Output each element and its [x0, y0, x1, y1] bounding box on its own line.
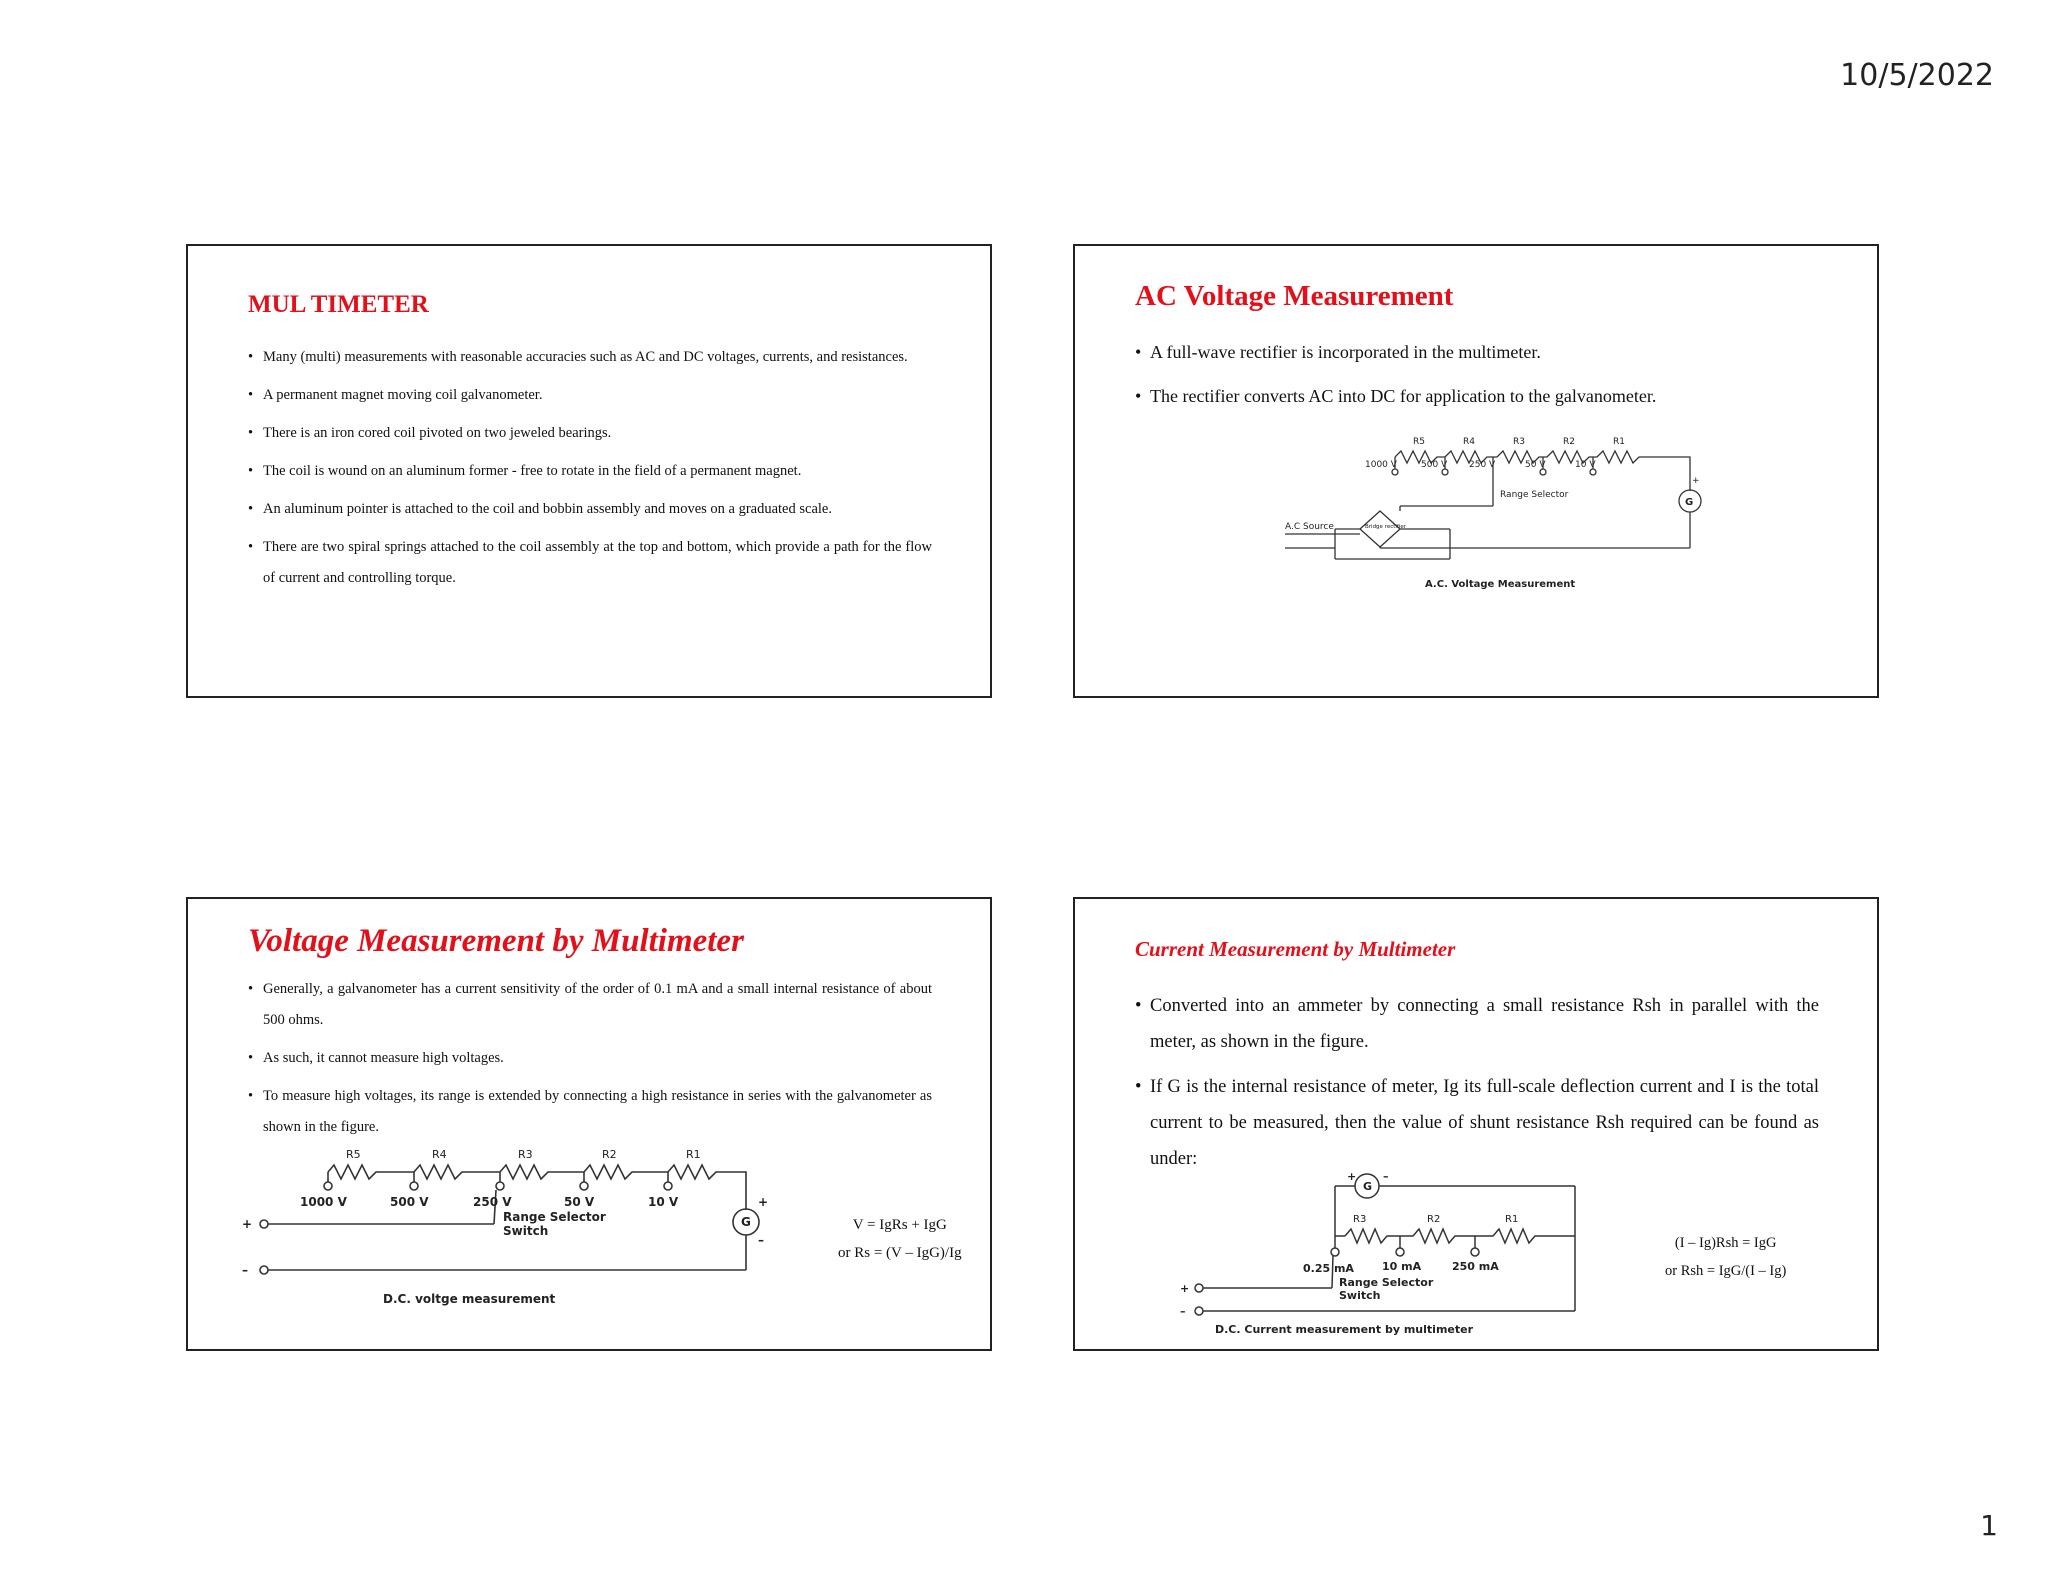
bullet-item: • If G is the internal resistance of meter, Ig its full-scale deflection current and I is the total current to be measured, then the value of shunt resistance Rsh required can be found as under: [1135, 1069, 1819, 1177]
galvanometer-label: G [1685, 497, 1694, 508]
resistor-label: R1 [1613, 437, 1625, 447]
bullet-item: • There is an iron cored coil pivoted on two jeweled bearings. [248, 418, 932, 449]
bullet-item: • A permanent magnet moving coil galvanometer. [248, 380, 932, 411]
meter-minus: – [758, 1233, 764, 1247]
resistor-label: R4 [432, 1148, 447, 1161]
bullet-item: • The rectifier converts AC into DC for application to the galvanometer. [1135, 382, 1819, 410]
formula-line: (I – Ig)Rsh = IgG [1674, 1235, 1777, 1251]
meter-plus: + [758, 1195, 769, 1209]
resistor-label: R3 [1353, 1214, 1367, 1225]
bullet-list [1135, 338, 1819, 426]
slide-current-measurement [1073, 897, 1879, 1351]
tap-label: 10 V [1575, 460, 1596, 470]
bridge-rectifier-label: Bridge rectifier [1365, 524, 1407, 530]
formula-line: or Rsh = IgG/(I – Ig) [1665, 1263, 1787, 1279]
slide-voltage-measurement [186, 897, 992, 1351]
tap-label: 0.25 mA [1303, 1262, 1354, 1275]
meter-plus: + [1347, 1170, 1357, 1183]
range-selector-label: Range Selector [1339, 1276, 1434, 1289]
diagram-caption: D.C. Current measurement by multimeter [1215, 1323, 1474, 1336]
galvanometer-label: G [741, 1215, 751, 1229]
tap-label: 1000 V [1365, 460, 1397, 470]
bullet-list [248, 974, 932, 1150]
bullet-item: • Many (multi) measurements with reasonable accuracies such as AC and DC voltages, currents, and resistances. [248, 342, 932, 373]
resistor-label: R5 [1413, 437, 1425, 447]
bullet-item: • The coil is wound on an aluminum former - free to rotate in the field of a permanent magnet. [248, 456, 932, 487]
page-number: 1 [1980, 1509, 1998, 1542]
ac-source-label: A.C Source [1285, 522, 1334, 532]
resistor-label: R4 [1463, 437, 1475, 447]
tap-label: 50 V [1525, 460, 1546, 470]
bullet-item: • Converted into an ammeter by connecting a small resistance Rsh in parallel with the meter, as shown in the figure. [1135, 988, 1819, 1060]
resistor-label: R2 [602, 1148, 617, 1161]
slide-ac-voltage [1073, 244, 1879, 698]
tap-label: 250 V [1469, 460, 1496, 470]
tap-label: 1000 V [300, 1195, 347, 1209]
slide-title: AC Voltage Measurement [1135, 280, 1454, 312]
tap-label: 250 V [473, 1195, 512, 1209]
slide-title: Voltage Measurement by Multimeter [248, 923, 744, 959]
range-selector-label: Range Selector [503, 1210, 606, 1224]
bullet-item: • A full-wave rectifier is incorporated in the multimeter. [1135, 338, 1819, 366]
formula-line: V = IgRs + IgG [852, 1217, 947, 1233]
formula [838, 1211, 962, 1267]
galvanometer-label: G [1363, 1180, 1373, 1193]
resistor-label: R1 [686, 1148, 701, 1161]
bullet-list [248, 342, 932, 601]
bullet-item: • Generally, a galvanometer has a current sensitivity of the order of 0.1 mA and a small internal resistance of about 500 ohms. [248, 974, 932, 1036]
resistor-label: R3 [1513, 437, 1525, 447]
slide-multimeter [186, 244, 992, 698]
tap-label: 250 mA [1452, 1260, 1499, 1273]
resistor-label: R1 [1505, 1214, 1519, 1225]
resistor-label: R2 [1427, 1214, 1441, 1225]
plus-terminal: + [1180, 1282, 1190, 1295]
tap-label: 50 V [564, 1195, 595, 1209]
slide-title: Current Measurement by Multimeter [1135, 937, 1456, 961]
dc-voltage-circuit-diagram [228, 1144, 788, 1314]
diagram-caption: A.C. Voltage Measurement [1425, 579, 1576, 590]
switch-label: Switch [1339, 1289, 1381, 1302]
tap-label: 500 V [390, 1195, 429, 1209]
ac-voltage-circuit-diagram [1285, 431, 1735, 601]
plus-terminal: + [242, 1217, 253, 1231]
plus-sign: + [1692, 476, 1700, 486]
bullet-list [1135, 988, 1819, 1186]
minus-terminal: – [242, 1263, 248, 1277]
page-date: 10/5/2022 [1840, 58, 1994, 93]
switch-label: Switch [503, 1224, 549, 1238]
meter-minus: – [1383, 1170, 1389, 1183]
resistor-label: R2 [1563, 437, 1575, 447]
diagram-caption: D.C. voltge measurement [383, 1292, 556, 1306]
resistor-label: R3 [518, 1148, 533, 1161]
range-selector-label: Range Selector [1500, 490, 1569, 500]
bullet-item: • As such, it cannot measure high voltages. [248, 1043, 932, 1074]
tap-label: 500 V [1421, 460, 1448, 470]
bullet-item: • There are two spiral springs attached to the coil assembly at the top and bottom, which provide a path for the flow of current and controlling torque. [248, 532, 932, 594]
resistor-label: R5 [346, 1148, 361, 1161]
dc-current-circuit-diagram [1175, 1166, 1595, 1336]
bullet-item: • An aluminum pointer is attached to the coil and bobbin assembly and moves on a graduated scale. [248, 494, 932, 525]
formula-line: or Rs = (V – IgG)/Ig [838, 1245, 962, 1261]
tap-label: 10 V [648, 1195, 679, 1209]
formula [1665, 1229, 1786, 1285]
minus-terminal: – [1180, 1305, 1186, 1318]
tap-label: 10 mA [1382, 1260, 1422, 1273]
bullet-item: • To measure high voltages, its range is extended by connecting a high resistance in series with the galvanometer as shown in the figure. [248, 1081, 932, 1143]
slide-title: MUL TIMETER [248, 291, 429, 318]
